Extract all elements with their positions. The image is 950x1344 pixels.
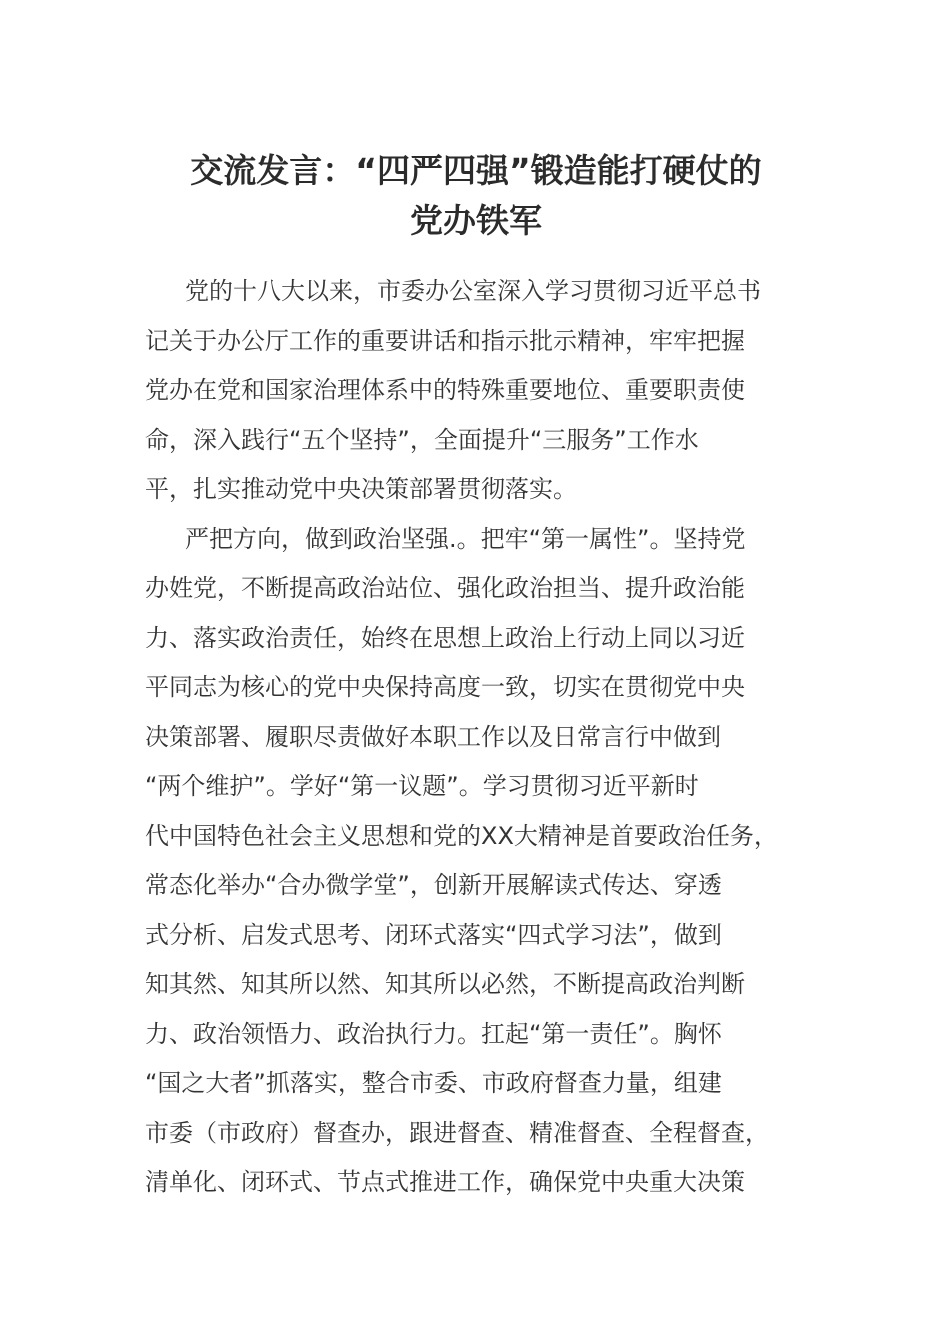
paragraph-line: 清单化、闭环式、节点式推进工作，确保党中央重大决策 <box>145 1168 745 1196</box>
paragraph-line: 平同志为核心的党中央保持高度一致，切实在贯彻党中央 <box>145 673 745 701</box>
paragraph-line: 决策部署、履职尽责做好本职工作以及日常言行中做到 <box>145 722 721 751</box>
title-line-2: 党办铁军 <box>410 201 542 240</box>
paragraph-line: 党的十八大以来，市委办公室深入学习贯彻习近平总书 <box>185 277 761 305</box>
paragraph-line: 办姓党，不断提高政治站位、强化政治担当、提升政治能 <box>145 574 745 602</box>
title-line-1: 交流发言：“四严四强”锻造能打硬仗的 <box>190 151 762 190</box>
paragraph-2 <box>145 515 807 1208</box>
paragraph-line: 常态化举办“合办微学堂”，创新开展解读式传达、穿透 <box>145 871 722 899</box>
paragraph-line: 平，扎实推动党中央决策部署贯彻落实。 <box>145 475 577 503</box>
paragraph-line: “国之大者”抓落实，整合市委、市政府督查力量，组建 <box>145 1069 722 1097</box>
paragraph-line: 代中国特色社会主义思想和党的XX大精神是首要政治任务， <box>145 821 778 850</box>
paragraph-line: 式分析、启发式思考、闭环式落实“四式学习法”，做到 <box>145 920 722 949</box>
document-title <box>145 146 807 246</box>
paragraph-line: 知其然、知其所以然、知其所以必然，不断提高政治判断 <box>145 970 745 998</box>
paragraph-line: 市委（市政府）督查办，跟进督查、精准督查、全程督查， <box>145 1118 769 1147</box>
paragraph-line: 党办在党和国家治理体系中的特殊重要地位、重要职责使 <box>145 376 745 404</box>
paragraph-line: 力、落实政治责任，始终在思想上政治上行动上同以习近 <box>145 623 745 652</box>
paragraph-line: 严把方向，做到政治坚强.。把牢“第一属性”。坚持党 <box>185 524 746 553</box>
paragraph-line: 记关于办公厅工作的重要讲话和指示批示精神，牢牢把握 <box>145 326 745 355</box>
paragraph-line: 力、政治领悟力、政治执行力。扛起“第一责任”。胸怀 <box>145 1019 722 1048</box>
paragraph-1 <box>145 267 807 515</box>
paragraph-line: 命，深入践行“五个坚持”，全面提升“三服务”工作水 <box>145 425 699 454</box>
document-body <box>145 267 807 1208</box>
paragraph-line: “两个维护”。学好“第一议题”。学习贯彻习近平新时 <box>145 772 699 800</box>
